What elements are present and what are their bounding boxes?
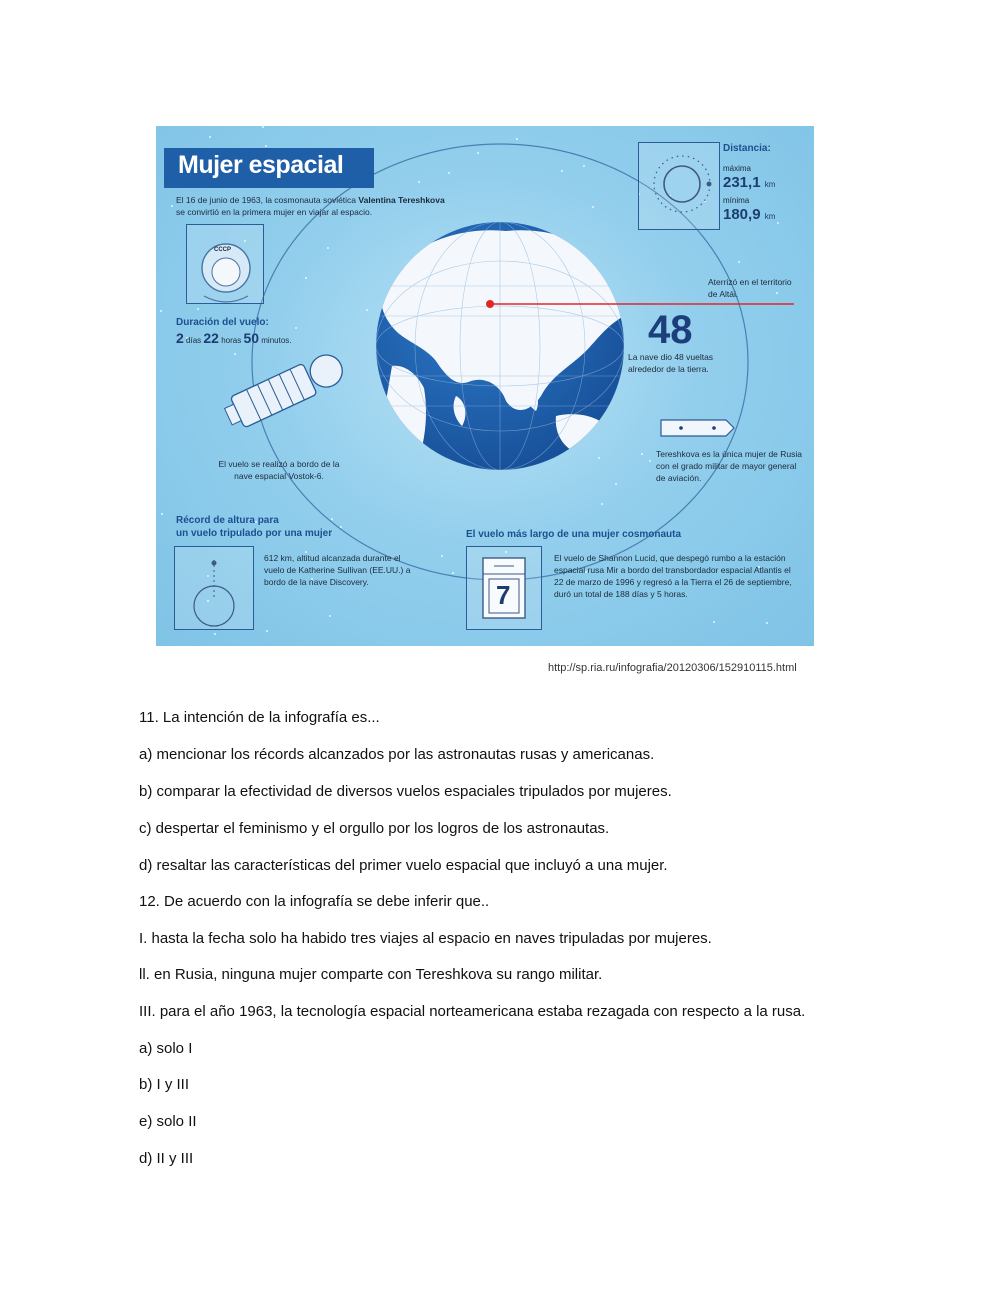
record-heading-2: un vuelo tripulado por una mujer xyxy=(176,528,333,539)
question-12-option-c[interactable]: e) solo II xyxy=(139,1113,197,1130)
duration-label: Duración del vuelo: xyxy=(176,317,269,328)
source-url: http://sp.ria.ru/infografia/20120306/152910115.html xyxy=(548,662,797,674)
longest-heading: El vuelo más largo de una mujer cosmonauta xyxy=(466,529,682,540)
question-11-option-b[interactable]: b) comparar la efectividad de diversos vuelos espaciales tripulados por mujeres. xyxy=(139,783,672,800)
infographic-title: Mujer espacial xyxy=(164,148,374,188)
distance-box xyxy=(638,142,720,230)
distance-max-label: máxima xyxy=(723,164,752,173)
orbits-text: La nave dio 48 vueltas alrededor de la tierra. xyxy=(628,352,714,374)
distance-label: Distancia: xyxy=(723,143,771,154)
orbits-number: 48 xyxy=(648,308,693,352)
record-text: 612 km, altitud alcanzada durante el vuelo de Katherine Sullivan (EE.UU.) a bordo de la nave Discovery. xyxy=(264,553,411,587)
calendar-number: 7 xyxy=(496,580,511,610)
distance-min-label: mínima xyxy=(723,196,750,205)
rank-caption: Tereshkova es la única mujer de Rusia con el grado militar de mayor general de aviación. xyxy=(656,449,802,483)
question-12-statement-1: I. hasta la fecha solo ha habido tres viajes al espacio en naves tripuladas por mujeres. xyxy=(139,930,712,947)
question-12-option-b[interactable]: b) I y III xyxy=(139,1076,190,1093)
longest-text: El vuelo de Shannon Lucid, que despegó rumbo a la estación espacial rusa Mir a bordo del transbordador espacial Atlantis el 22 de marzo de 1996 y regresó a la Tierra el 26 de septiembre, duró un total de 188 días y 5 horas. xyxy=(554,553,792,599)
question-12-option-a[interactable]: a) solo I xyxy=(139,1040,193,1057)
question-11-option-d[interactable]: d) resaltar las características del primer vuelo espacial que incluyó a una mujer. xyxy=(139,857,668,874)
question-12-statement-2: ll. en Rusia, ninguna mujer comparte con Tereshkova su rango militar. xyxy=(139,966,603,983)
landing-dot xyxy=(486,300,494,308)
question-12-statement-3: III. para el año 1963, la tecnología espacial norteamericana estaba rezagada con respecto a la rusa. xyxy=(139,1003,806,1020)
question-11-option-a[interactable]: a) mencionar los récords alcanzados por las astronautas rusas y americanas. xyxy=(139,746,655,763)
question-12-stem: 12. De acuerdo con la infografía se debe inferir que.. xyxy=(139,893,490,910)
cosmonaut-portrait-box xyxy=(186,224,264,304)
helmet-label: CCCP xyxy=(214,247,232,253)
distance-max-value: 231,1 km xyxy=(723,174,776,191)
landing-text: Aterrizó en el territorio de Altái. xyxy=(708,277,792,299)
record-box xyxy=(174,546,254,630)
record-heading-1: Récord de altura para xyxy=(176,515,279,526)
ship-caption: El vuelo se realizó a bordo de la nave espacial Vostok-6. xyxy=(218,459,340,481)
question-11-stem: 11. La intención de la infografía es... xyxy=(139,709,380,726)
distance-min-value: 180,9 km xyxy=(723,206,776,223)
duration-value: 2 días 22 horas 50 minutos. xyxy=(176,330,292,346)
question-12-option-d[interactable]: d) II y III xyxy=(139,1150,194,1167)
intro-text: El 16 de junio de 1963, la cosmonauta soviética Valentina Tereshkova se convirtió en la primera mujer en viajar al espacio. xyxy=(176,195,445,217)
infographic xyxy=(156,126,814,646)
vostok-ship xyxy=(221,349,348,432)
question-11-option-c[interactable]: c) despertar el feminismo y el orgullo por los logros de los astronautas. xyxy=(139,820,610,837)
rank-insignia xyxy=(661,420,734,436)
